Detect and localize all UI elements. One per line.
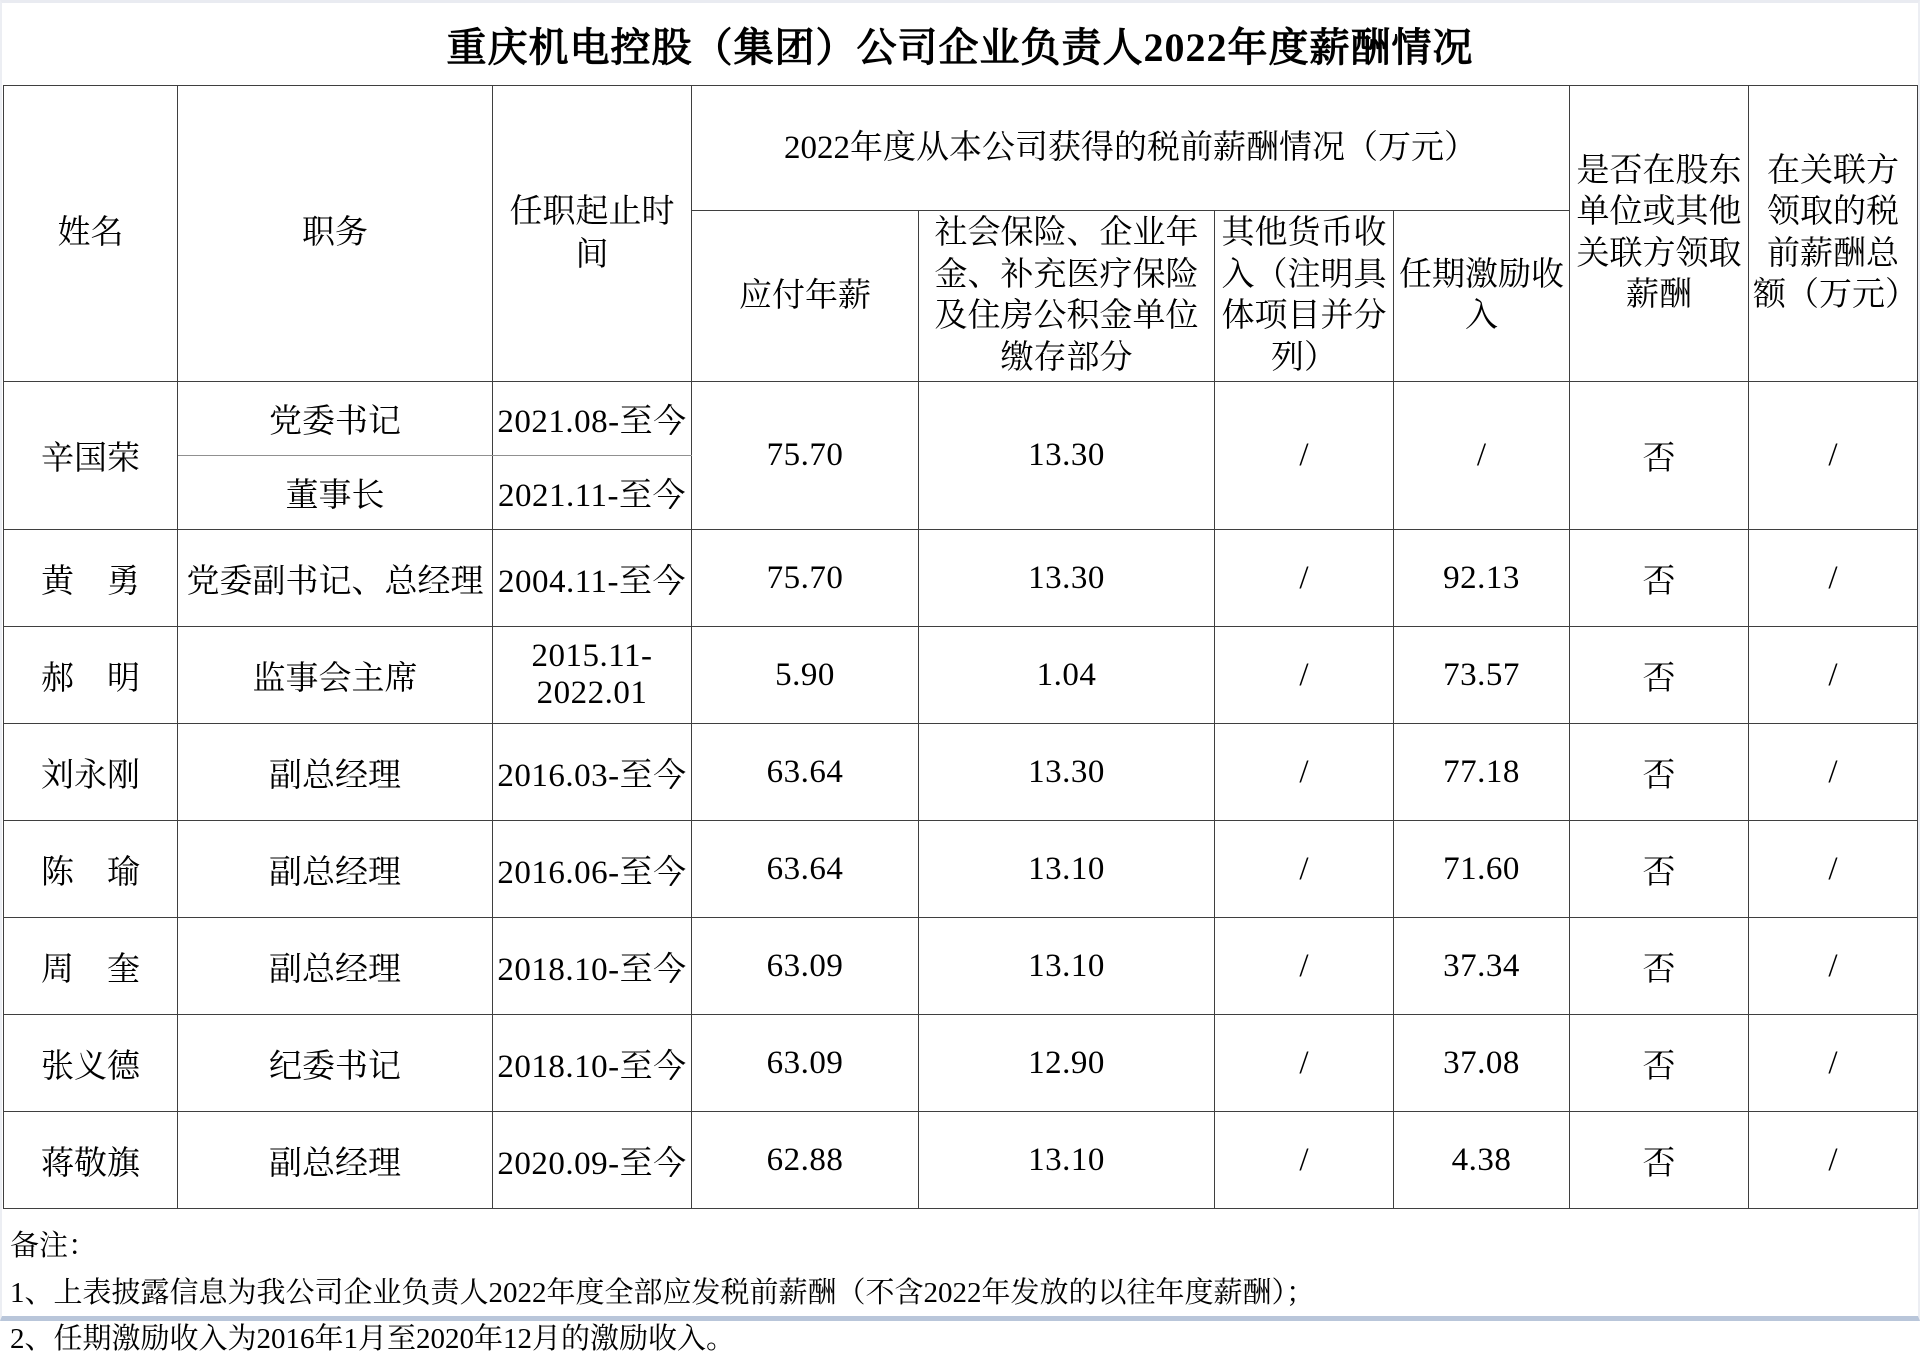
cell-annual-salary: 5.90 [692,627,919,724]
cell-tenure: 2015.11-2022.01 [493,627,692,724]
cell-related-party-total: / [1749,1015,1918,1112]
table-row [4,1112,1918,1209]
cell-related-party-total: / [1749,821,1918,918]
table-row [4,918,1918,1015]
cell-other-income: / [1215,724,1394,821]
header-other-income: 其他货币收入（注明具体项目并分列） [1215,211,1394,382]
cell-term-incentive: 73.57 [1394,627,1570,724]
cell-position: 副总经理 [178,918,493,1015]
cell-other-income: / [1215,627,1394,724]
cell-other-employer-pay: 否 [1570,821,1749,918]
cell-term-incentive: / [1394,382,1570,530]
cell-other-income: / [1215,530,1394,627]
cell-other-employer-pay: 否 [1570,382,1749,530]
note-line-2: 2、任期激励收入为2016年1月至2020年12月的激励收入。 [10,1323,736,1356]
cell-tenure: 2021.11-至今 [493,456,692,530]
cell-name: 蒋敬旗 [4,1112,178,1209]
cell-insurance: 1.04 [919,627,1215,724]
notes [2,1209,1918,1362]
table-row [4,382,1918,456]
header-position: 职务 [178,86,493,382]
cell-other-employer-pay: 否 [1570,724,1749,821]
cell-annual-salary: 63.64 [692,821,919,918]
header-term-incentive: 任期激励收入 [1394,211,1570,382]
cell-related-party-total: / [1749,724,1918,821]
cell-tenure: 2004.11-至今 [493,530,692,627]
cell-annual-salary: 62.88 [692,1112,919,1209]
cell-term-incentive: 77.18 [1394,724,1570,821]
note-line-1: 1、上表披露信息为我公司企业负责人2022年度全部应发税前薪酬（不含2022年发放的以往年度薪酬）； [10,1276,1316,1309]
cell-insurance: 13.10 [919,918,1215,1015]
notes-label: 备注： [10,1230,98,1263]
header-tenure: 任职起止时间 [493,86,692,382]
cell-other-income: / [1215,1112,1394,1209]
cell-name: 郝 明 [4,627,178,724]
cell-name: 周 奎 [4,918,178,1015]
cell-insurance: 12.90 [919,1015,1215,1112]
cell-position: 监事会主席 [178,627,493,724]
cell-tenure: 2021.08-至今 [493,382,692,456]
cell-related-party-total: / [1749,627,1918,724]
cell-name: 黄 勇 [4,530,178,627]
cell-term-incentive: 92.13 [1394,530,1570,627]
cell-position: 党委书记 [178,382,493,456]
cell-term-incentive: 37.34 [1394,918,1570,1015]
cell-related-party-total: / [1749,1112,1918,1209]
cell-tenure: 2018.10-至今 [493,918,692,1015]
cell-tenure: 2020.09-至今 [493,1112,692,1209]
cell-position: 副总经理 [178,821,493,918]
header-related-party-total: 在关联方领取的税前薪酬总额（万元） [1749,86,1918,382]
table-row [4,627,1918,724]
cell-annual-salary: 63.09 [692,918,919,1015]
cell-other-employer-pay: 否 [1570,530,1749,627]
cell-name: 刘永刚 [4,724,178,821]
table-row [4,530,1918,627]
cell-term-incentive: 71.60 [1394,821,1570,918]
cell-other-employer-pay: 否 [1570,1112,1749,1209]
header-salary-group: 2022年度从本公司获得的税前薪酬情况（万元） [692,86,1570,211]
cell-insurance: 13.30 [919,530,1215,627]
cell-name: 张义德 [4,1015,178,1112]
cell-other-employer-pay: 否 [1570,1015,1749,1112]
cell-tenure: 2016.03-至今 [493,724,692,821]
cell-other-income: / [1215,821,1394,918]
cell-term-incentive: 4.38 [1394,1112,1570,1209]
header-name: 姓名 [4,86,178,382]
table-row [4,1015,1918,1112]
cell-annual-salary: 63.09 [692,1015,919,1112]
cell-name: 辛国荣 [4,382,178,530]
cell-insurance: 13.10 [919,1112,1215,1209]
table-row [4,724,1918,821]
cell-other-employer-pay: 否 [1570,918,1749,1015]
header-annual-salary: 应付年薪 [692,211,919,382]
cell-position: 副总经理 [178,1112,493,1209]
page-title: 重庆机电控股（集团）公司企业负责人2022年度薪酬情况 [446,24,1474,70]
table-row [4,821,1918,918]
cell-annual-salary: 63.64 [692,724,919,821]
cell-other-employer-pay: 否 [1570,627,1749,724]
cell-related-party-total: / [1749,382,1918,530]
cell-term-incentive: 37.08 [1394,1015,1570,1112]
title-band [2,3,1918,85]
cell-other-income: / [1215,382,1394,530]
header-insurance: 社会保险、企业年金、补充医疗保险及住房公积金单位缴存部分 [919,211,1215,382]
cell-position: 党委副书记、总经理 [178,530,493,627]
cell-related-party-total: / [1749,530,1918,627]
salary-table [3,85,1918,1209]
cell-tenure: 2018.10-至今 [493,1015,692,1112]
cell-insurance: 13.10 [919,821,1215,918]
cell-annual-salary: 75.70 [692,530,919,627]
cell-annual-salary: 75.70 [692,382,919,530]
cell-related-party-total: / [1749,918,1918,1015]
header-other-employer-pay: 是否在股东单位或其他关联方领取薪酬 [1570,86,1749,382]
cell-other-income: / [1215,918,1394,1015]
cell-position: 副总经理 [178,724,493,821]
cell-insurance: 13.30 [919,382,1215,530]
cell-insurance: 13.30 [919,724,1215,821]
cell-tenure: 2016.06-至今 [493,821,692,918]
cell-position: 董事长 [178,456,493,530]
cell-other-income: / [1215,1015,1394,1112]
cell-position: 纪委书记 [178,1015,493,1112]
cell-name: 陈 瑜 [4,821,178,918]
